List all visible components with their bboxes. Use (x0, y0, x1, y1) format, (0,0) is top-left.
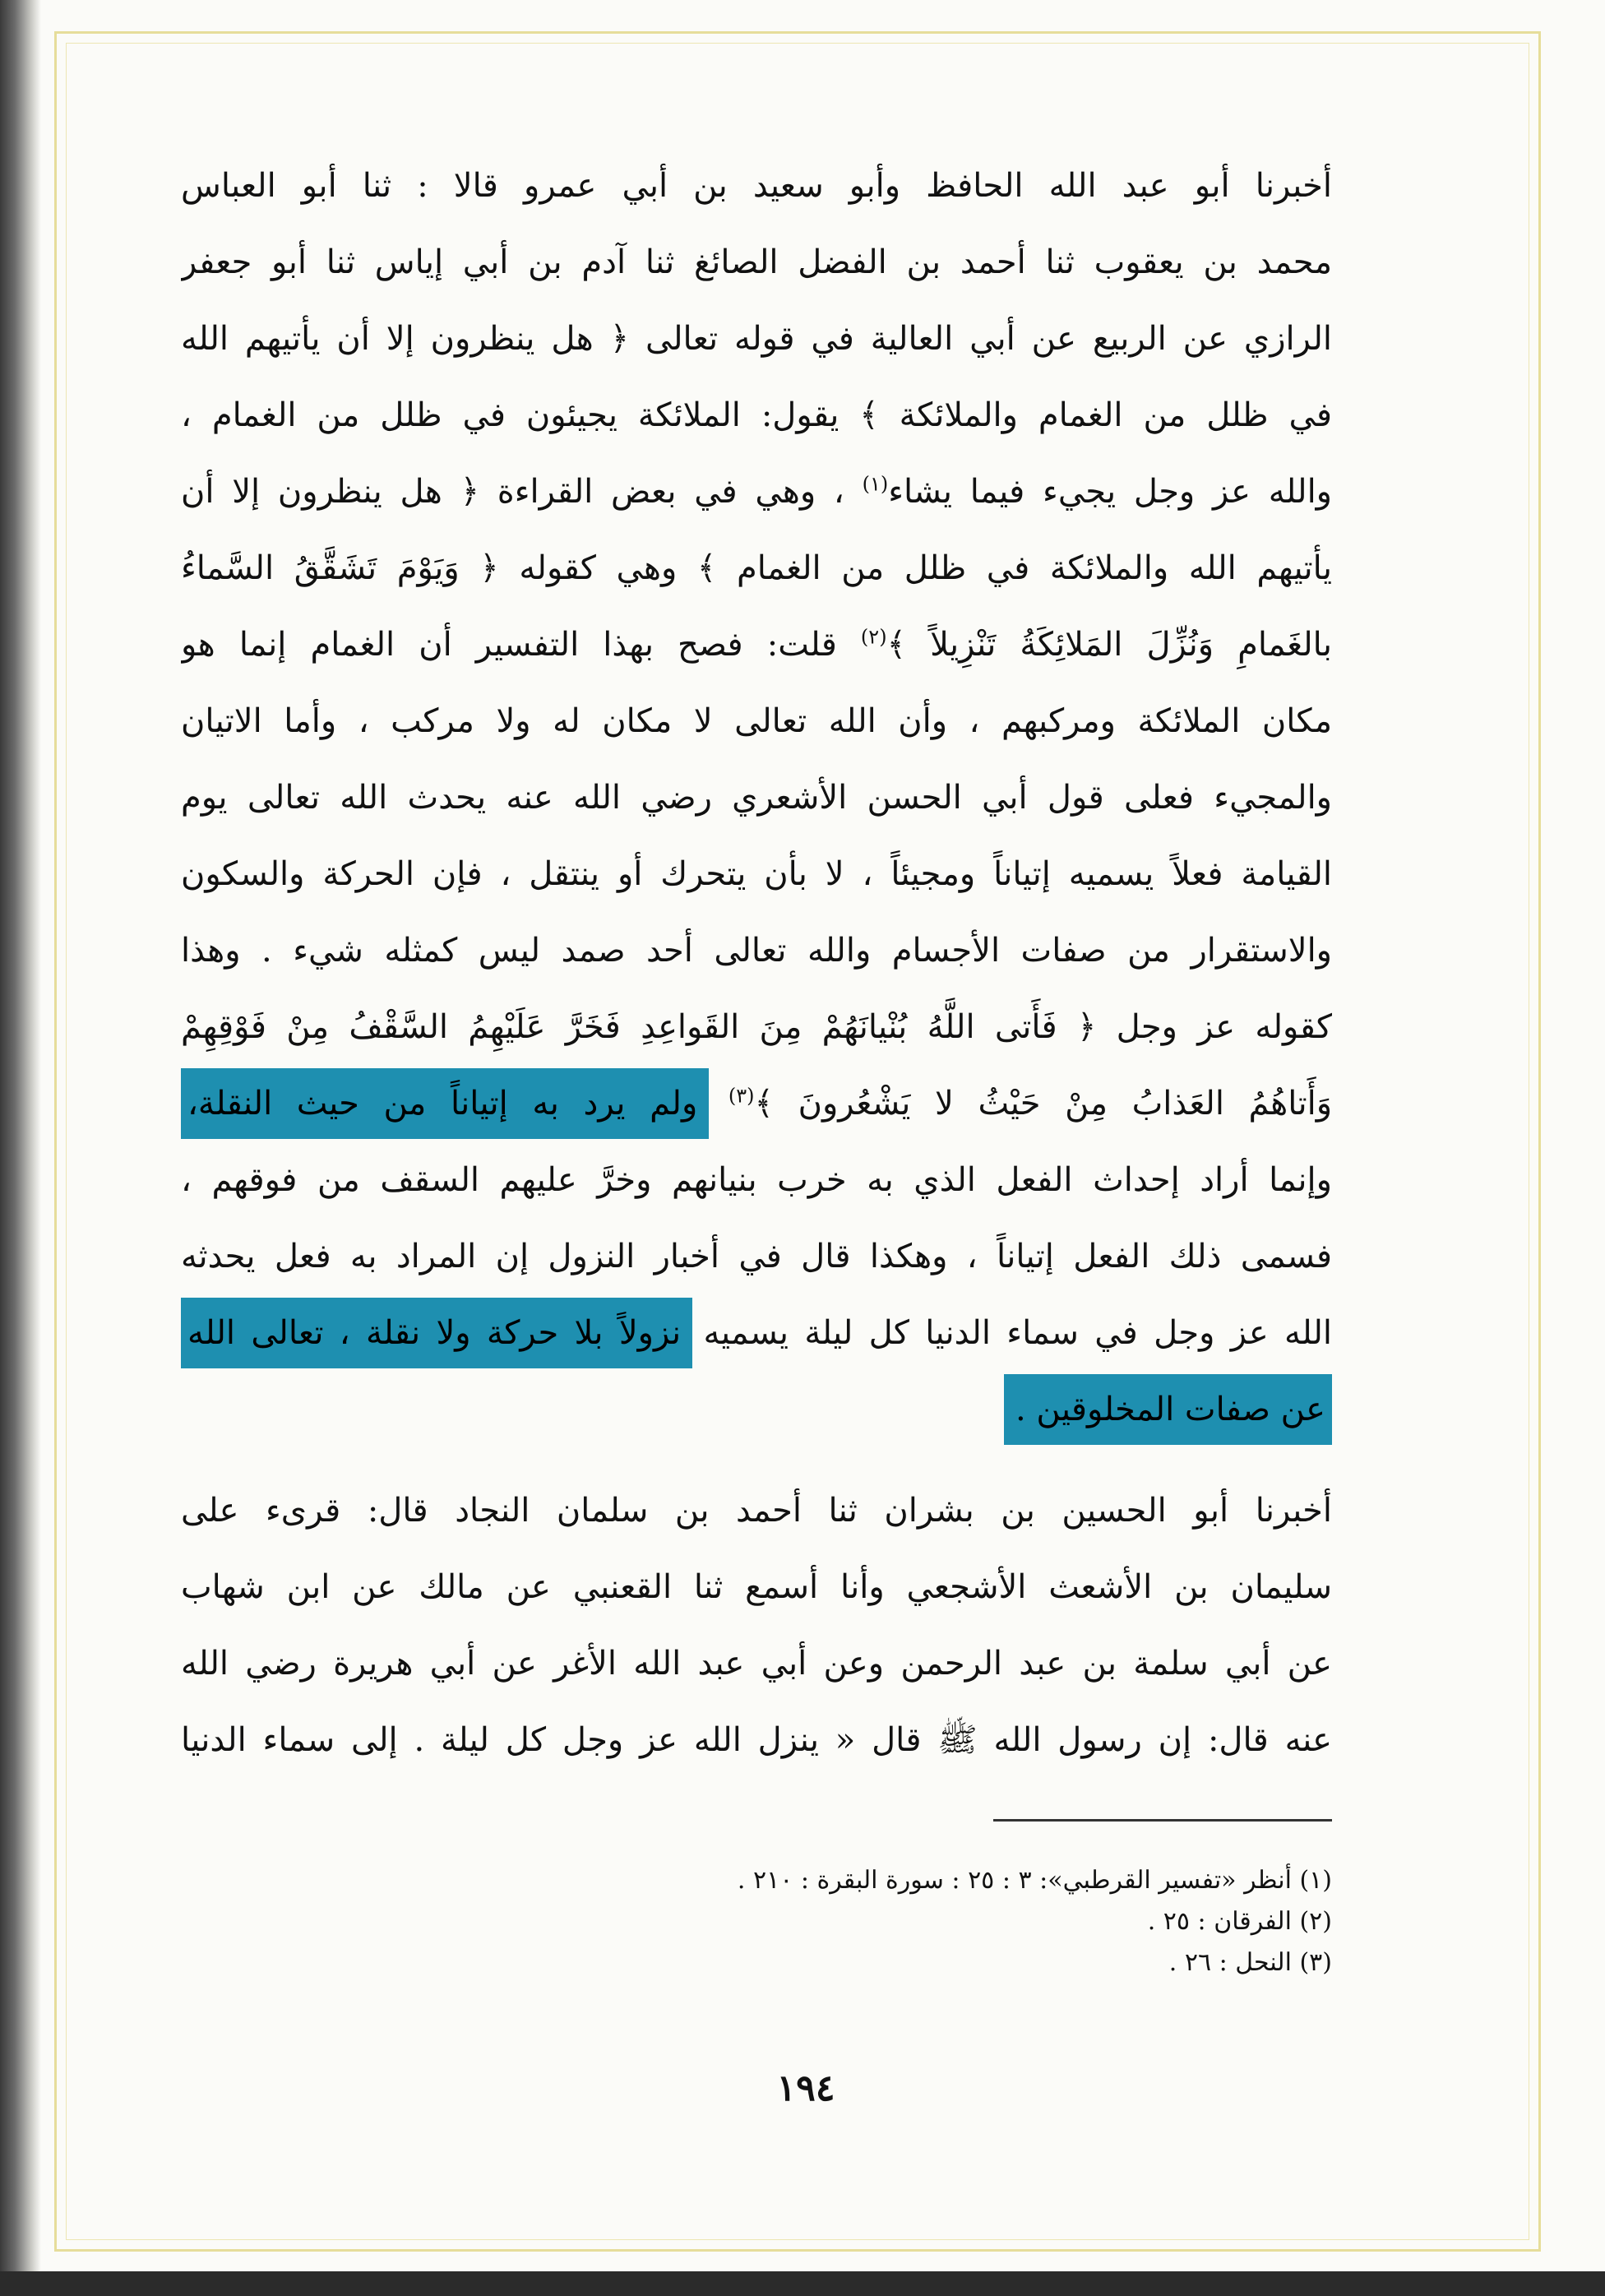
main-text (181, 148, 1332, 1779)
text-segment: يأتيهم الله والملائكة في ظلل من الغمام ﴾ وهي كقوله ﴿ وَيَوْمَ تَشَقَّقُ السَّماءُ (181, 549, 1332, 587)
text-line (181, 913, 1332, 989)
highlighted-text: ولم يرد به إتياناً من حيث النقلة، (181, 1068, 709, 1139)
page-number: ١٩٤ (776, 2067, 835, 2109)
text-segment: والاستقرار من صفات الأجسام والله تعالى أحد صمد ليس كمثله شيء . وهذا (181, 932, 1332, 970)
text-segment: وإنما أراد إحداث الفعل الذي به خرب بنيانهم وخرَّ عليهم السقف من فوقهم ، (181, 1161, 1332, 1199)
text-segment: وَأَتاهُمُ العَذابُ مِنْ حَيْثُ لا يَشْعُرونَ ﴾ (754, 1085, 1332, 1123)
text-segment: الرازي عن الربيع عن أبي العالية في قوله تعالى ﴿ هل ينظرون إلا أن يأتيهم الله (181, 320, 1332, 358)
text-line (181, 148, 1332, 225)
text-segment: فسمى ذلك الفعل إتياناً ، وهكذا قال في أخبار النزول إن المراد به فعل يحدثه (181, 1238, 1332, 1275)
text-segment: قلت: فصح بهذا التفسير أن الغمام إنما هو (181, 626, 861, 664)
text-segment: في ظلل من الغمام والملائكة ﴾ يقول: الملائكة يجيئون في ظلل من الغمام ، (181, 396, 1332, 434)
text-line (181, 836, 1332, 913)
text-line (181, 454, 1332, 530)
text-segment: أخبرنا أبو الحسين بن بشران ثنا أحمد بن سلمان النجاد قال: قرىء على (181, 1492, 1332, 1530)
footnotes (576, 1860, 1332, 1984)
text-line (181, 1295, 1332, 1372)
text-segment (704, 1085, 728, 1123)
text-segment: عنه قال: إن رسول الله ﷺ قال « ينزل الله عز وجل كل ليلة . إلى سماء الدنيا (181, 1721, 1332, 1759)
text-line (181, 683, 1332, 760)
footnote-ref-3: (٣) (728, 1084, 755, 1108)
paragraph-gap (181, 1448, 1332, 1473)
text-line (181, 1372, 1332, 1448)
text-segment: ، وهي في بعض القراءة ﴿ هل ينظرون إلا أن (181, 473, 863, 511)
text-segment: القيامة فعلاً يسميه إتياناً ومجيئاً ، لا بأن يتحرك أو ينتقل ، فإن الحركة والسكون (181, 855, 1332, 893)
text-segment: كقوله عز وجل ﴿ فَأَتى اللَّهُ بُنْيانَهُمْ مِنَ القَواعِدِ فَخَرَّ عَلَيْهِمُ السَّقْفُ مِنْ فَوْقِهِمْ (181, 1008, 1332, 1046)
footnote-2: (٢) الفرقان : ٢٥ . (1147, 1907, 1332, 1936)
text-line (181, 1549, 1332, 1626)
text-line (181, 1219, 1332, 1295)
text-line (181, 1702, 1332, 1779)
text-segment: محمد بن يعقوب ثنا أحمد بن الفضل الصائغ ثنا آدم بن أبي إياس ثنا أبو جعفر (181, 243, 1332, 281)
text-segment: أخبرنا أبو عبد الله الحافظ وأبو سعيد بن أبي عمرو قالا : ثنا أبو العباس (181, 167, 1332, 205)
text-segment: والله عز وجل يجيء فيما يشاء (888, 473, 1332, 511)
text-line (181, 301, 1332, 377)
book-spine-shadow (0, 0, 41, 2296)
text-segment: الله عز وجل في سماء الدنيا كل ليلة يسميه (687, 1314, 1332, 1352)
text-segment: مكان الملائكة ومركبهم ، وأن الله تعالى لا مكان له ولا مركب ، وأما الاتيان (181, 702, 1332, 740)
footnote-separator (993, 1819, 1332, 1822)
text-line (181, 1142, 1332, 1219)
text-line (181, 225, 1332, 301)
text-line (181, 607, 1332, 683)
text-segment: عن أبي سلمة بن عبد الرحمن وعن أبي عبد الله الأغر عن أبي هريرة رضي الله (181, 1645, 1332, 1683)
text-line (181, 989, 1332, 1066)
text-line (181, 1066, 1332, 1142)
footnote-3: (٣) النحل : ٢٦ . (1168, 1948, 1332, 1977)
text-segment: بالغَمامِ وَنُزِّلَ المَلائِكَةُ تَنْزِيلاً ﴾ (886, 626, 1332, 664)
footnote-ref-1: (١) (862, 472, 889, 496)
text-line (181, 530, 1332, 607)
text-line (181, 1626, 1332, 1702)
text-line (181, 377, 1332, 454)
highlighted-text: عن صفات المخلوقين . (1004, 1374, 1332, 1445)
text-segment: سليمان بن الأشعث الأشجعي وأنا أسمع ثنا القعنبي عن مالك عن ابن شهاب (181, 1568, 1332, 1606)
footnote-ref-2: (٢) (860, 625, 887, 649)
text-line (181, 760, 1332, 836)
footnote-1: (١) أنظر «تفسير القرطبي»: ٣ : ٢٥ : سورة البقرة : ٢١٠ . (737, 1866, 1332, 1895)
text-segment: والمجيء فعلى قول أبي الحسن الأشعري رضي الله عنه يحدث الله تعالى يوم (181, 779, 1332, 817)
highlighted-text: نزولاً بلا حركة ولا نقلة ، تعالى الله (181, 1298, 692, 1368)
text-line (181, 1473, 1332, 1549)
scan-bottom-edge (0, 2271, 1605, 2296)
